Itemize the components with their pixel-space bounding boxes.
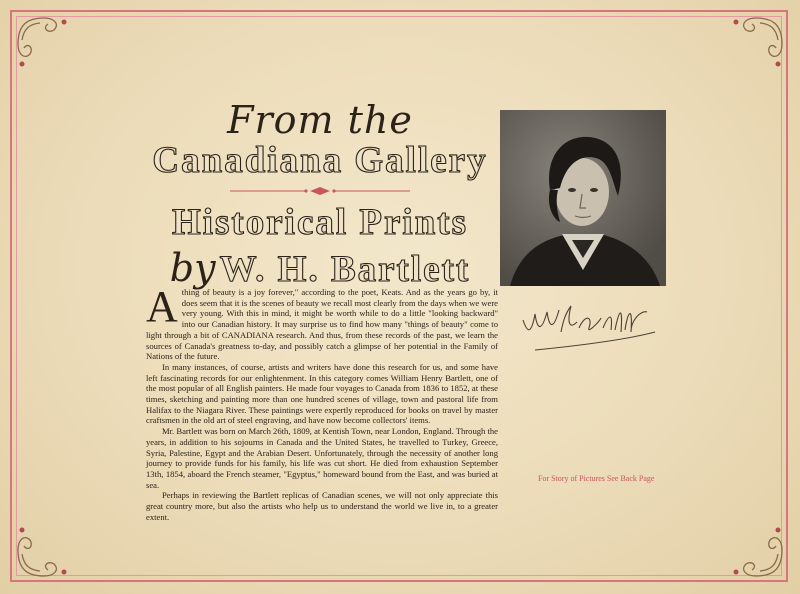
corner-flourish-icon: [14, 14, 72, 72]
paragraph: In many instances, of course, artists and writers have done this research for us, and some have left fascinating records for our enlightenment. In this category comes William Henry Bartlett, one of the most popular of all English painters. He made four voyages to Canada from 1836 to 1852, at these times, sketching and painting more than one hundred scenes of village, town and pastoral life from Halifax to the Niagara River. These paintings were expertly reproduced for books on travel by master craftsmen in the old art of steel engraving, and have now become collectors' items.: [146, 361, 498, 426]
title-prints-line: Historical Prints: [171, 202, 469, 243]
paragraph: Perhaps in reviewing the Bartlett replicas of Canadian scenes, we will not only appreciate this great country more, but also the artists who help us to understand the world we live in, to a greater extent.: [146, 490, 498, 522]
paragraph: Mr. Bartlett was born on March 26th, 1809, at Kentish Town, near London, England. Through the years, in addition to his sojourns in Canada and the United States, he travelled to Turkey, Greece, Syria, Palestine, Egypt and the Arabian Desert. Unfortunately, through the necessity of another long journey to provide funds for his family, his life was cut short. He died from exhaustion September 13th, 1854, aboard the French steamer, "Egyptus," homeward bound from the East, and was buried at sea.: [146, 426, 498, 490]
title-author-name: W. H. Bartlett: [219, 249, 471, 290]
title-gallery-line: Canadiana Gallery: [152, 140, 488, 181]
title-script-line: From the: [227, 98, 413, 142]
story-note: For Story of Pictures See Back Page: [538, 474, 655, 483]
divider-ornament-icon: [230, 186, 410, 196]
corner-flourish-icon: [14, 522, 72, 580]
article-body: [146, 282, 498, 522]
signature-graphic-icon: [515, 292, 665, 362]
paragraph: Athing of beauty is a joy forever," according to the poet, Keats. And as the years go by, it does seem that it is the scenes of beauty we recall most clearly from the days when we were very young. With this in mind, it might be worth while to do a little "looking backward" into our Canadian history. It may surprise us to find how many "things of beauty" come to light through a bit of CANADIANA research. And thus, from these records of the past, we learn the sources of Canada's greatness to-day, and possibly catch a glimpse of her potential in the Family of Nations of the future.: [146, 282, 498, 362]
page-title: [150, 100, 490, 299]
signature: [515, 292, 665, 362]
title-by-word: by: [169, 246, 216, 290]
portrait-engraving-icon: [500, 110, 666, 286]
drop-cap: A: [146, 282, 178, 331]
corner-flourish-icon: [728, 522, 786, 580]
portrait-image: [500, 110, 666, 286]
corner-flourish-icon: [728, 14, 786, 72]
